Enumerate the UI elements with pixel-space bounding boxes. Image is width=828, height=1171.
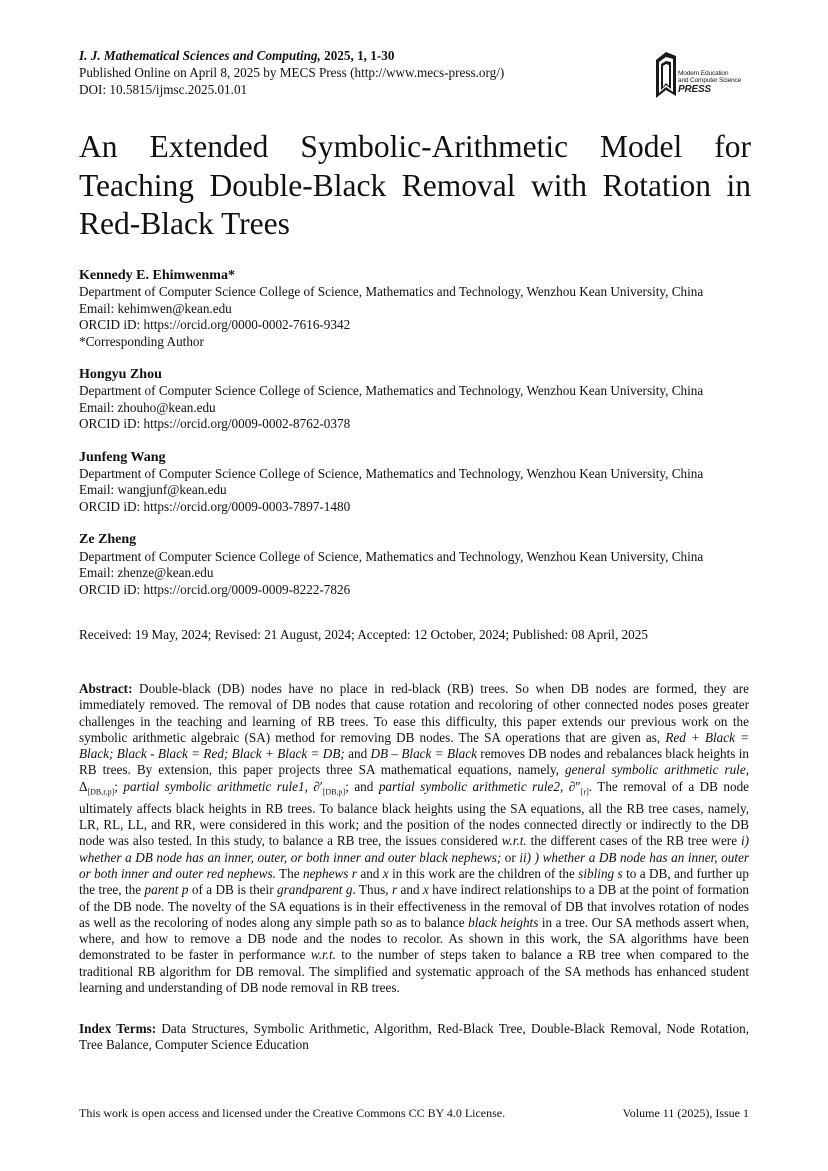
abstract-subscript: [r] xyxy=(580,787,589,797)
abstract-italic: black heights xyxy=(468,914,539,930)
page-footer xyxy=(79,1106,749,1121)
abstract-text: of a DB is their xyxy=(188,882,277,898)
index-terms-text: Data Structures, Symbolic Arithmetic, Algorithm, Red-Black Tree, Double-Black Removal, Node Rotation, Tree Balance, Computer Science Education xyxy=(79,1021,749,1053)
author-block xyxy=(79,450,759,516)
abstract-equation: DB – Black = Black xyxy=(370,746,477,762)
author-list xyxy=(79,268,759,615)
author-block xyxy=(79,532,759,598)
submission-dates: Received: 19 May, 2024; Revised: 21 August, 2024; Accepted: 12 October, 2024; Published: 08 April, 2025 xyxy=(79,627,648,642)
abstract-italic: grandparent g xyxy=(277,882,353,898)
abstract-text: to a DB, and further up the tree, the xyxy=(79,865,749,898)
corresponding-note: *Corresponding Author xyxy=(79,333,204,349)
abstract xyxy=(79,681,749,996)
index-terms xyxy=(79,1021,749,1054)
paper-title: An Extended Symbolic-Arithmetic Model for Teaching Double-Black Removal with Rotation in Red-Black Trees xyxy=(79,129,751,241)
author-email: Email: zhouho@kean.edu xyxy=(79,399,216,415)
abstract-text: the different cases of the RB tree were xyxy=(526,833,741,849)
abstract-subscript: [DB,p] xyxy=(322,787,346,797)
abstract-text: have indirect relationships to a DB at the point of formation of the DB node. The novelty of the SA equations is in their effectiveness in the removal of DB that involves rotation of nodes as well as the recoloring of nodes along any simple path so as to balance xyxy=(79,882,750,930)
author-name: Hongyu Zhou xyxy=(79,367,162,383)
abstract-italic: sibling s xyxy=(578,865,623,881)
index-terms-label: Index Terms: xyxy=(79,1021,157,1036)
abstract-text: . Thus, xyxy=(352,882,392,898)
author-affiliation: Department of Computer Science College of Science, Mathematics and Technology, Wenzhou Kean University, China xyxy=(79,284,704,300)
logo-line-2: and Computer Science xyxy=(678,77,742,84)
abstract-subscript: [DB,r,p] xyxy=(87,787,115,797)
author-name: Ze Zheng xyxy=(79,532,137,548)
author-orcid: ORCID iD: https://orcid.org/0009-0003-7897-1480 xyxy=(79,498,351,514)
abstract-text: ; and xyxy=(345,778,379,794)
book-icon xyxy=(652,46,680,102)
abstract-text: . The removal of a DB node ultimately affects black heights in RB trees. To balance black heights using the SA equations, all the RB tree cases, namely, LR, RL, LL, and RR, were considered in this work; and the position of the nodes connected directly or indirectly to the DB node was also tested. In this study, to balance a RB tree, the issues considered xyxy=(79,778,750,849)
author-email: Email: zhenze@kean.edu xyxy=(79,565,214,581)
abstract-italic: i) whether a DB node has an inner, outer, or both inner and outer black nephews; xyxy=(79,833,750,865)
abstract-symbol: Δ xyxy=(79,778,88,794)
abstract-rule-name: general symbolic arithmetic rule, xyxy=(565,762,749,778)
abstract-italic: x xyxy=(423,882,429,898)
journal-citation xyxy=(79,47,504,64)
license-note: This work is open access and licensed under the Creative Commons CC BY 4.0 License. xyxy=(79,1106,506,1120)
abstract-text: ; xyxy=(114,778,124,794)
abstract-italic: x xyxy=(382,865,389,881)
abstract-label: Abstract: xyxy=(79,681,133,696)
publisher-logo xyxy=(652,46,762,102)
author-orcid: ORCID iD: https://orcid.org/0009-0002-8762-0378 xyxy=(79,416,351,432)
abstract-symbol: ∂′ xyxy=(307,778,323,794)
abstract-italic: w.r.t. xyxy=(501,833,527,849)
abstract-text: and xyxy=(397,882,423,898)
abstract-italic: ii) ) whether a DB node has an inner, outer or both inner and outer red nephews. xyxy=(79,849,749,881)
author-orcid: ORCID iD: https://orcid.org/0000-0002-7616-9342 xyxy=(79,317,351,333)
abstract-italic: w.r.t. xyxy=(310,947,336,963)
abstract-rule-name: partial symbolic arithmetic rule2, xyxy=(378,778,564,794)
abstract-text: in this work are the children of the xyxy=(388,865,579,881)
journal-volume: 2025, 1, 1-30 xyxy=(320,48,395,63)
author-email: Email: wangjunf@kean.edu xyxy=(79,482,227,498)
doi-line: DOI: 10.5815/ijmsc.2025.01.01 xyxy=(79,82,248,97)
abstract-italic: parent p xyxy=(144,882,189,898)
abstract-rule-name: partial symbolic arithmetic rule1, xyxy=(123,778,308,794)
author-name: Junfeng Wang xyxy=(79,449,166,465)
abstract-equation: Red + Black = Black; Black - Black = Red; Black + Black = DB; xyxy=(79,729,749,762)
abstract-text: removes DB nodes and rebalances black heights in RB trees. By extension, this paper projects three SA mathematical equations, namely, xyxy=(79,746,749,778)
abstract-text: and xyxy=(356,865,383,881)
abstract-text: to the number of steps taken to balance a RB tree when compared to the traditional RB algorithm for DB removal. The simplified and systematic approach of the SA methods has enhanced student learning and understanding of DB node removal in RB trees. xyxy=(79,947,749,995)
abstract-text: in a tree. Our SA methods assert when, where, and how to remove a DB node and the nodes to recolor. As shown in this work, the SA algorithms have been demonstrated to be faster in performance xyxy=(79,914,750,963)
author-email: Email: kehimwen@kean.edu xyxy=(79,300,232,316)
abstract-text: The xyxy=(275,865,303,881)
logo-line-1: Modern Education xyxy=(678,70,729,77)
abstract-symbol: ∂″ xyxy=(563,778,581,794)
journal-header xyxy=(79,47,504,98)
author-block xyxy=(79,268,759,350)
abstract-italic: r xyxy=(392,882,398,898)
abstract-text: or xyxy=(501,849,520,865)
author-affiliation: Department of Computer Science College of Science, Mathematics and Technology, Wenzhou Kean University, China xyxy=(79,466,704,482)
logo-line-3: PRESS xyxy=(678,84,711,95)
abstract-text: Double-black (DB) nodes have no place in red-black (RB) trees. So when DB nodes are formed, they are immediately removed. The removal of DB nodes that cause rotation and recoloring of other connected nodes poses greater challenges in the teaching and learning of RB trees. To ease this difficulty, this paper extends our previous work on the symbolic arithmetic algebraic (SA) method for removing DB nodes. The SA operations that are given as, xyxy=(79,681,749,745)
author-block xyxy=(79,367,759,433)
author-name: Kennedy E. Ehimwenma* xyxy=(79,268,235,283)
author-orcid: ORCID iD: https://orcid.org/0009-0009-8222-7826 xyxy=(79,581,351,597)
abstract-text: and xyxy=(344,746,371,762)
abstract-italic: nephews r xyxy=(302,865,357,881)
author-affiliation: Department of Computer Science College of Science, Mathematics and Technology, Wenzhou Kean University, China xyxy=(79,383,704,399)
published-line: Published Online on April 8, 2025 by MECS Press (http://www.mecs-press.org/) xyxy=(79,65,505,80)
author-affiliation: Department of Computer Science College of Science, Mathematics and Technology, Wenzhou Kean University, China xyxy=(79,548,704,564)
journal-title: I. J. Mathematical Sciences and Computing, xyxy=(79,48,321,63)
volume-issue: Volume 11 (2025), Issue 1 xyxy=(622,1106,749,1120)
